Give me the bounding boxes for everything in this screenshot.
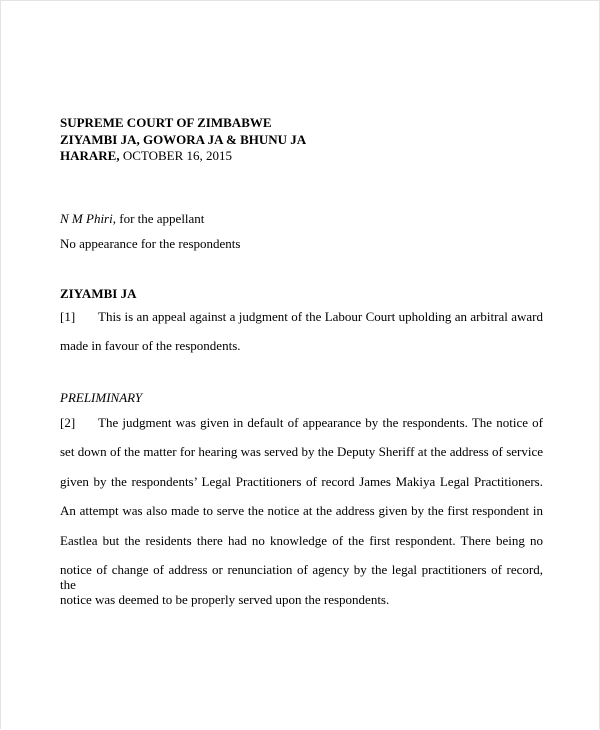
paragraph-2-line-1 xyxy=(60,415,543,430)
appellant-appearance xyxy=(60,211,204,226)
hearing-date: OCTOBER 16, 2015 xyxy=(119,148,233,163)
paragraph-1-text-1: This is an appeal against a judgment of the Labour Court upholding an arbitral award xyxy=(98,309,543,324)
judges-line: ZIYAMBI JA, GOWORA JA & BHUNU JA xyxy=(60,132,307,147)
paragraph-2-line-6: notice of change of address or renunciation of agency by the legal practitioners of record, the xyxy=(60,562,543,592)
paragraph-2-line-4: An attempt was also made to serve the notice at the address given by the first respondent in xyxy=(60,503,543,518)
court-name: SUPREME COURT OF ZIMBABWE xyxy=(60,115,272,130)
paragraph-2-text-1: The judgment was given in default of appearance by the respondents. The notice of xyxy=(98,415,543,430)
appellant-role: , for the appellant xyxy=(112,211,205,226)
judge-heading: ZIYAMBI JA xyxy=(60,286,137,301)
paragraph-2-number: [2] xyxy=(60,415,76,430)
place: HARARE, xyxy=(60,148,120,163)
place-date-line xyxy=(60,148,232,163)
paragraph-2-line-2: set down of the matter for hearing was served by the Deputy Sheriff at the address of service xyxy=(60,444,543,459)
paragraph-2-line-5: Eastlea but the residents there had no knowledge of the first respondent. There being no xyxy=(60,533,543,548)
respondents-appearance: No appearance for the respondents xyxy=(60,236,241,251)
paragraph-1-line-2: made in favour of the respondents. xyxy=(60,338,241,353)
paragraph-1-line-1 xyxy=(60,309,543,324)
paragraph-1-number: [1] xyxy=(60,309,76,324)
appellant-counsel: N M Phiri xyxy=(60,211,113,226)
paragraph-2-line-7: notice was deemed to be properly served upon the respondents. xyxy=(60,592,390,607)
paragraph-2-line-3: given by the respondents’ Legal Practitioners of record James Makiya Legal Practitioners. xyxy=(60,474,543,489)
section-heading-preliminary: PRELIMINARY xyxy=(60,390,143,405)
